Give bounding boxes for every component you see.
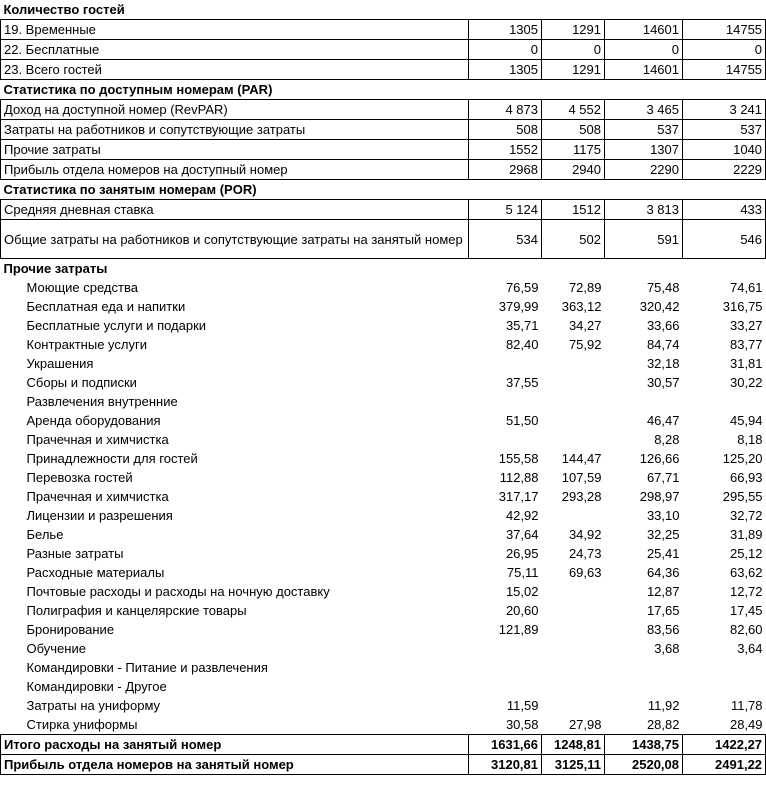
value-cell: 3,64 [737, 641, 763, 656]
value-cell: 317,17 [498, 489, 539, 504]
value-cell [542, 620, 605, 639]
section-header [1, 259, 766, 279]
value-cell: 379,99 [498, 299, 539, 314]
table-row [1, 120, 766, 140]
value-cell: 5 124 [469, 200, 542, 220]
value-cell: 45,94 [729, 413, 763, 428]
value-cell: 83,77 [729, 337, 763, 352]
value-cell: 37,55 [505, 375, 539, 390]
section-title: Прочие затраты [3, 261, 108, 276]
row-label: Разные затраты [26, 546, 124, 561]
value-cell: 3 241 [683, 100, 766, 120]
value-cell: 25,41 [646, 546, 680, 561]
value-cell: 3 465 [605, 100, 683, 120]
table-row [1, 468, 766, 487]
table-row [1, 392, 766, 411]
value-cell: 26,95 [505, 546, 539, 561]
value-cell: 155,58 [498, 451, 539, 466]
value-cell: 46,47 [646, 413, 680, 428]
table-row [1, 278, 766, 297]
value-cell: 51,50 [505, 413, 539, 428]
row-label: Сборы и подписки [26, 375, 137, 390]
value-cell: 112,88 [499, 470, 539, 485]
row-label: Общие затраты на работников и сопутствующие затраты на занятый номер [1, 220, 469, 259]
value-cell: 3 813 [605, 200, 683, 220]
value-cell [542, 677, 605, 696]
value-cell: 4 873 [469, 100, 542, 120]
value-cell [469, 639, 542, 658]
value-cell: 14755 [683, 60, 766, 80]
value-cell: 83,56 [646, 622, 680, 637]
total-value: 3125,11 [542, 755, 605, 775]
table-row [1, 658, 766, 677]
value-cell: 17,45 [729, 603, 763, 618]
value-cell: 1512 [542, 200, 605, 220]
table-row [1, 140, 766, 160]
table-row [1, 430, 766, 449]
value-cell: 12,87 [646, 584, 680, 599]
value-cell: 28,49 [729, 717, 763, 732]
value-cell: 24,73 [568, 546, 602, 561]
value-cell: 107,59 [561, 470, 602, 485]
section-header [1, 80, 766, 100]
table-row [1, 544, 766, 563]
value-cell: 2290 [605, 160, 683, 180]
table-row [1, 200, 766, 220]
section-header [1, 0, 766, 20]
value-cell: 30,22 [729, 375, 763, 390]
row-label: Бронирование [26, 622, 115, 637]
value-cell: 2940 [542, 160, 605, 180]
table-body [1, 0, 766, 775]
row-label: Прачечная и химчистка [26, 432, 169, 447]
row-label: Лицензии и разрешения [26, 508, 173, 523]
value-cell: 75,11 [506, 565, 539, 580]
table-row [1, 316, 766, 335]
value-cell [542, 373, 605, 392]
value-cell [542, 354, 605, 373]
total-value: 2520,08 [605, 755, 683, 775]
value-cell: 27,98 [568, 717, 602, 732]
value-cell: 33,10 [646, 508, 680, 523]
row-label: Командировки - Другое [26, 679, 167, 694]
value-cell: 3,68 [654, 641, 680, 656]
table-row [1, 525, 766, 544]
value-cell: 17,65 [646, 603, 680, 618]
table-row [1, 582, 766, 601]
value-cell [542, 601, 605, 620]
value-cell: 15,02 [505, 584, 539, 599]
row-label: Командировки - Питание и развлечения [26, 660, 268, 675]
value-cell: 125,20 [722, 451, 763, 466]
value-cell [605, 392, 683, 411]
value-cell [542, 430, 605, 449]
section-title: Статистика по занятым номерам (POR) [3, 182, 257, 197]
value-cell: 75,92 [568, 337, 602, 352]
table-row [1, 677, 766, 696]
value-cell: 82,40 [505, 337, 539, 352]
value-cell: 11,59 [506, 698, 539, 713]
value-cell: 74,61 [729, 280, 763, 295]
value-cell: 76,59 [505, 280, 539, 295]
value-cell: 31,89 [729, 527, 763, 542]
value-cell: 1305 [469, 60, 542, 80]
value-cell: 67,71 [646, 470, 680, 485]
table-row [1, 506, 766, 525]
value-cell: 33,27 [729, 318, 763, 333]
value-cell: 11,92 [647, 698, 680, 713]
row-label: Прочие затраты [1, 140, 469, 160]
value-cell: 63,62 [729, 565, 763, 580]
row-label: Принадлежности для гостей [26, 451, 198, 466]
value-cell: 363,12 [561, 299, 602, 314]
value-cell: 1552 [469, 140, 542, 160]
value-cell: 35,71 [505, 318, 539, 333]
row-label: 19. Временные [1, 20, 469, 40]
table-row [1, 100, 766, 120]
value-cell: 2229 [683, 160, 766, 180]
row-label: Полиграфия и канцелярские товары [26, 603, 247, 618]
value-cell: 0 [605, 40, 683, 60]
value-cell: 75,48 [646, 280, 680, 295]
value-cell: 14601 [605, 20, 683, 40]
table-row [1, 335, 766, 354]
value-cell [683, 392, 766, 411]
section-title: Количество гостей [3, 2, 125, 17]
row-label: Бесплатная еда и напитки [26, 299, 186, 314]
value-cell: 32,72 [729, 508, 763, 523]
value-cell [683, 658, 766, 677]
row-label: Моющие средства [26, 280, 138, 295]
value-cell: 31,81 [729, 356, 763, 371]
total-row [1, 755, 766, 775]
value-cell: 25,12 [729, 546, 763, 561]
value-cell [683, 677, 766, 696]
row-label: Аренда оборудования [26, 413, 161, 428]
value-cell: 126,66 [639, 451, 680, 466]
total-row [1, 735, 766, 755]
value-cell: 537 [605, 120, 683, 140]
value-cell: 316,75 [722, 299, 763, 314]
table-row [1, 563, 766, 582]
value-cell: 546 [683, 220, 766, 259]
value-cell: 1307 [605, 140, 683, 160]
value-cell: 1305 [469, 20, 542, 40]
value-cell: 298,97 [639, 489, 680, 504]
value-cell: 37,64 [505, 527, 539, 542]
table-row [1, 40, 766, 60]
row-label: Перевозка гостей [26, 470, 133, 485]
row-label: Прибыль отдела номеров на доступный номер [1, 160, 469, 180]
value-cell: 508 [542, 120, 605, 140]
value-cell: 66,93 [729, 470, 763, 485]
row-label: Затраты на работников и сопутствующие затраты [1, 120, 469, 140]
total-value: 1422,27 [683, 735, 766, 755]
value-cell: 508 [469, 120, 542, 140]
row-label: Контрактные услуги [26, 337, 147, 352]
section-header [1, 180, 766, 200]
total-value: 1438,75 [605, 735, 683, 755]
value-cell: 11,78 [730, 698, 763, 713]
row-label: 22. Бесплатные [1, 40, 469, 60]
value-cell: 1291 [542, 60, 605, 80]
value-cell: 32,25 [646, 527, 680, 542]
row-label: Почтовые расходы и расходы на ночную доставку [26, 584, 330, 599]
value-cell: 4 552 [542, 100, 605, 120]
value-cell: 34,27 [568, 318, 602, 333]
value-cell: 121,89 [498, 622, 539, 637]
table-row [1, 411, 766, 430]
value-cell: 72,89 [568, 280, 602, 295]
value-cell: 82,60 [729, 622, 763, 637]
value-cell [469, 354, 542, 373]
table-row [1, 20, 766, 40]
total-value: 1248,81 [542, 735, 605, 755]
value-cell [469, 677, 542, 696]
value-cell [542, 639, 605, 658]
value-cell [542, 411, 605, 430]
value-cell: 433 [683, 200, 766, 220]
value-cell: 42,92 [505, 508, 539, 523]
value-cell: 0 [469, 40, 542, 60]
value-cell: 32,18 [646, 356, 680, 371]
value-cell: 8,18 [737, 432, 763, 447]
value-cell: 0 [683, 40, 766, 60]
row-label: Украшения [26, 356, 94, 371]
value-cell: 591 [605, 220, 683, 259]
table-row [1, 373, 766, 392]
total-label: Итого расходы на занятый номер [1, 735, 469, 755]
value-cell: 1291 [542, 20, 605, 40]
value-cell: 320,42 [639, 299, 680, 314]
table-row [1, 696, 766, 715]
value-cell: 20,60 [505, 603, 539, 618]
table-row [1, 160, 766, 180]
table-row [1, 601, 766, 620]
value-cell: 12,72 [729, 584, 763, 599]
value-cell: 534 [469, 220, 542, 259]
value-cell: 0 [542, 40, 605, 60]
value-cell: 2968 [469, 160, 542, 180]
total-value: 3120,81 [469, 755, 542, 775]
value-cell [542, 582, 605, 601]
total-value: 2491,22 [683, 755, 766, 775]
value-cell: 28,82 [646, 717, 680, 732]
value-cell [605, 658, 683, 677]
row-label: Прачечная и химчистка [26, 489, 169, 504]
value-cell: 1175 [542, 140, 605, 160]
value-cell: 293,28 [561, 489, 602, 504]
row-label: Развлечения внутренние [26, 394, 178, 409]
value-cell [605, 677, 683, 696]
value-cell: 8,28 [654, 432, 680, 447]
row-label: Расходные материалы [26, 565, 165, 580]
row-label: Средняя дневная ставка [1, 200, 469, 220]
value-cell: 30,57 [646, 375, 680, 390]
row-label: Доход на доступной номер (RevPAR) [1, 100, 469, 120]
value-cell [542, 696, 605, 715]
table-row [1, 297, 766, 316]
value-cell: 14601 [605, 60, 683, 80]
value-cell: 295,55 [722, 489, 763, 504]
value-cell [469, 392, 542, 411]
total-label: Прибыль отдела номеров на занятый номер [1, 755, 469, 775]
row-label: Стирка униформы [26, 717, 138, 732]
row-label: Затраты на униформу [26, 698, 161, 713]
table-row [1, 449, 766, 468]
value-cell [542, 392, 605, 411]
value-cell: 84,74 [646, 337, 680, 352]
value-cell: 502 [542, 220, 605, 259]
value-cell: 1040 [683, 140, 766, 160]
row-label: Бесплатные услуги и подарки [26, 318, 207, 333]
value-cell: 537 [683, 120, 766, 140]
value-cell: 14755 [683, 20, 766, 40]
value-cell: 64,36 [646, 565, 680, 580]
value-cell: 33,66 [646, 318, 680, 333]
table-row [1, 354, 766, 373]
value-cell: 30,58 [505, 717, 539, 732]
value-cell [469, 658, 542, 677]
value-cell [542, 658, 605, 677]
table-row [1, 60, 766, 80]
section-title: Статистика по доступным номерам (PAR) [3, 82, 273, 97]
total-value: 1631,66 [469, 735, 542, 755]
value-cell: 144,47 [561, 451, 602, 466]
table-row [1, 620, 766, 639]
value-cell [542, 506, 605, 525]
table-row [1, 715, 766, 735]
table-row [1, 220, 766, 259]
value-cell [469, 430, 542, 449]
row-label: Обучение [26, 641, 86, 656]
table-row [1, 639, 766, 658]
value-cell: 34,92 [568, 527, 602, 542]
value-cell: 69,63 [568, 565, 602, 580]
table-row [1, 487, 766, 506]
row-label: 23. Всего гостей [1, 60, 469, 80]
row-label: Белье [26, 527, 64, 542]
